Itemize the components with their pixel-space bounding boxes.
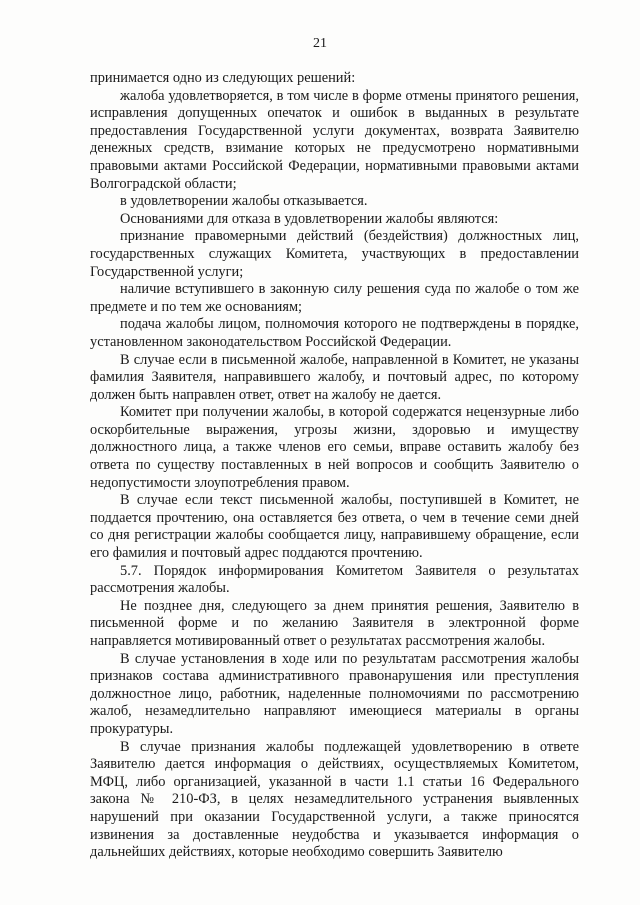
paragraph-ground-unauthorized: подача жалобы лицом, полномочия которого не подтверждены в порядке, установленном законодательством Российской Федерации.: [90, 316, 579, 350]
paragraph-ground-court-decision: наличие вступившего в законную силу решения суда по жалобе о том же предмете и по тем же основаниям;: [90, 281, 579, 315]
paragraph-unreadable-text: В случае если текст письменной жалобы, поступившей в Комитет, не поддается прочтению, она оставляется без ответа, о чем в течение семи дней со дня регистрации жалобы сообщается лицу, направившему обращение, если его фамилия и почтовый адрес поддаются прочтению.: [90, 492, 579, 562]
paragraph-satisfied-response-info: В случае признания жалобы подлежащей удовлетворению в ответе Заявителю дается информация о действиях, осуществляемых Комитетом, МФЦ, либо организацией, указанной в части 1.1 статьи 16 Федерального закона № 210-ФЗ, в целях незамедлительного устранения выявленных нарушений при оказании Государственной услуги, а также приносятся извинения за доставленные неудобства и указывается информация о дальнейших действиях, которые необходимо совершить Заявителю: [90, 738, 579, 861]
paragraph-complaint-satisfied: жалоба удовлетворяется, в том числе в форме отмены принятого решения, исправления допущенных опечаток и ошибок в выданных в результате предоставления Государственной услуги документах, возврата Заявителю денежных средств, взимание которых не предусмотрено нормативными правовыми актами Российской Федерации, нормативными правовыми актами Волгоградской области;: [90, 87, 579, 192]
paragraph-ground-lawful-actions: признание правомерными действий (бездействия) должностных лиц, государственных служащих Комитета, участвующих в предоставлении Государственной услуги;: [90, 228, 579, 280]
paragraph-prosecutor-referral: В случае установления в ходе или по результатам рассмотрения жалобы признаков состава административного правонарушения или преступления должностное лицо, работник, наделенные полномочиями по рассмотрению жалоб, незамедлительно направляют имеющиеся материалы в органы прокуратуры.: [90, 650, 579, 737]
paragraph-no-name-address: В случае если в письменной жалобе, направленной в Комитет, не указаны фамилия Заявителя, направившего жалобу, и почтовый адрес, по которому должен быть направлен ответ, ответ на жалобу не дается.: [90, 351, 579, 403]
paragraph-decisions-intro: принимается одно из следующих решений:: [90, 70, 356, 86]
paragraph-complaint-refused: в удовлетворении жалобы отказывается.: [120, 193, 368, 210]
paragraph-response-deadline: Не позднее дня, следующего за днем принятия решения, Заявителю в письменной форме и по желанию Заявителя в электронной форме направляется мотивированный ответ о результатах рассмотрения жалобы.: [90, 597, 579, 649]
body-text: [90, 70, 579, 862]
paragraph-offensive-language: Комитет при получении жалобы, в которой содержатся нецензурные либо оскорбительные выражения, угрозы жизни, здоровью и имуществу должностного лица, а также членов его семьи, вправе оставить жалобу без ответа по существу поставленных в ней вопросов и сообщить Заявителю о недопустимости злоупотребления правом.: [90, 404, 579, 491]
paragraph-section-5-7: 5.7. Порядок информирования Комитетом Заявителя о результатах рассмотрения жалобы.: [90, 562, 579, 597]
paragraph-refusal-grounds: Основаниями для отказа в удовлетворении жалобы являются:: [120, 210, 499, 227]
page-number: 21: [313, 36, 327, 51]
